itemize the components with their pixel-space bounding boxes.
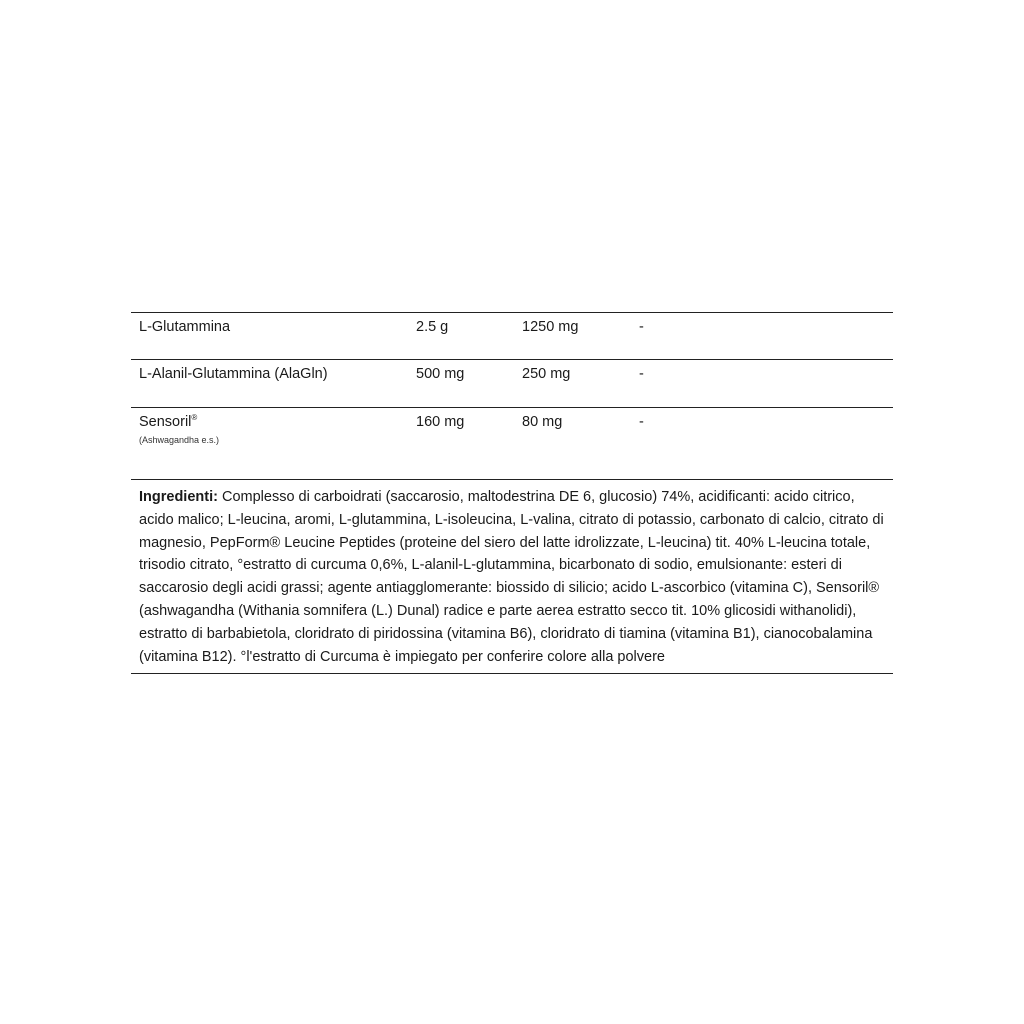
dose-per-portion: 80 mg: [522, 414, 563, 430]
table-row: [131, 312, 893, 359]
ingredient-subtitle: (Ashwagandha e.s.): [139, 435, 220, 445]
dose-per-serving: 160 mg: [416, 414, 465, 430]
reference-value: -: [639, 319, 644, 335]
ingredients-label: Ingredienti:: [139, 489, 218, 505]
ingredients-block: [131, 479, 893, 674]
dose-per-portion: 1250 mg: [522, 319, 579, 335]
dose-per-portion: 250 mg: [522, 366, 571, 382]
ingredient-name: L-Glutammina: [139, 319, 231, 335]
table-row: [131, 359, 893, 407]
dose-per-serving: 500 mg: [416, 366, 465, 382]
ingredient-name: Sensoril: [139, 414, 192, 430]
dose-per-serving: 2.5 g: [416, 319, 449, 335]
reference-value: -: [639, 414, 644, 430]
table-row: [131, 407, 893, 479]
ingredient-name-cell: [139, 413, 219, 446]
registered-mark: ®: [191, 413, 198, 422]
nutrition-table: [131, 312, 893, 674]
ingredient-name: L-Alanil-Glutammina (AlaGln): [139, 366, 328, 382]
ingredients-text: Complesso di carboidrati (saccarosio, maltodestrina DE 6, glucosio) 74%, acidificanti: acido citrico, acido malico; L-leucina, aromi, L-glutammina, L-isoleucina, L-valina, citrato di potassio, carbonato di calcio, citrato di magnesio, PepForm® Leucine Peptides (proteine del siero del latte idrolizzate, L-leucina) tit. 40% L-leucina totale, trisodio citrato, °estratto di curcuma 0,6%, L-alanil-L-glutammina, bicarbonato di sodio, emulsionante: esteri di saccarosio degli acidi grassi; agente antiagglomerante: biossido di silicio; acido L-ascorbico (vitamina C), Sensoril® (ashwagandha (Withania somnifera (L.) Dunal) radice e parte aerea estratto secco tit. 10% glicosidi withanolidi), estratto di barbabietola, cloridrato di piridossina (vitamina B6), cloridrato di tiamina (vitamina B1), cianocobalamina (vitamina B12). °l'estratto di Curcuma è impiegato per conferire colore alla polvere: [139, 489, 884, 665]
reference-value: -: [639, 366, 644, 382]
